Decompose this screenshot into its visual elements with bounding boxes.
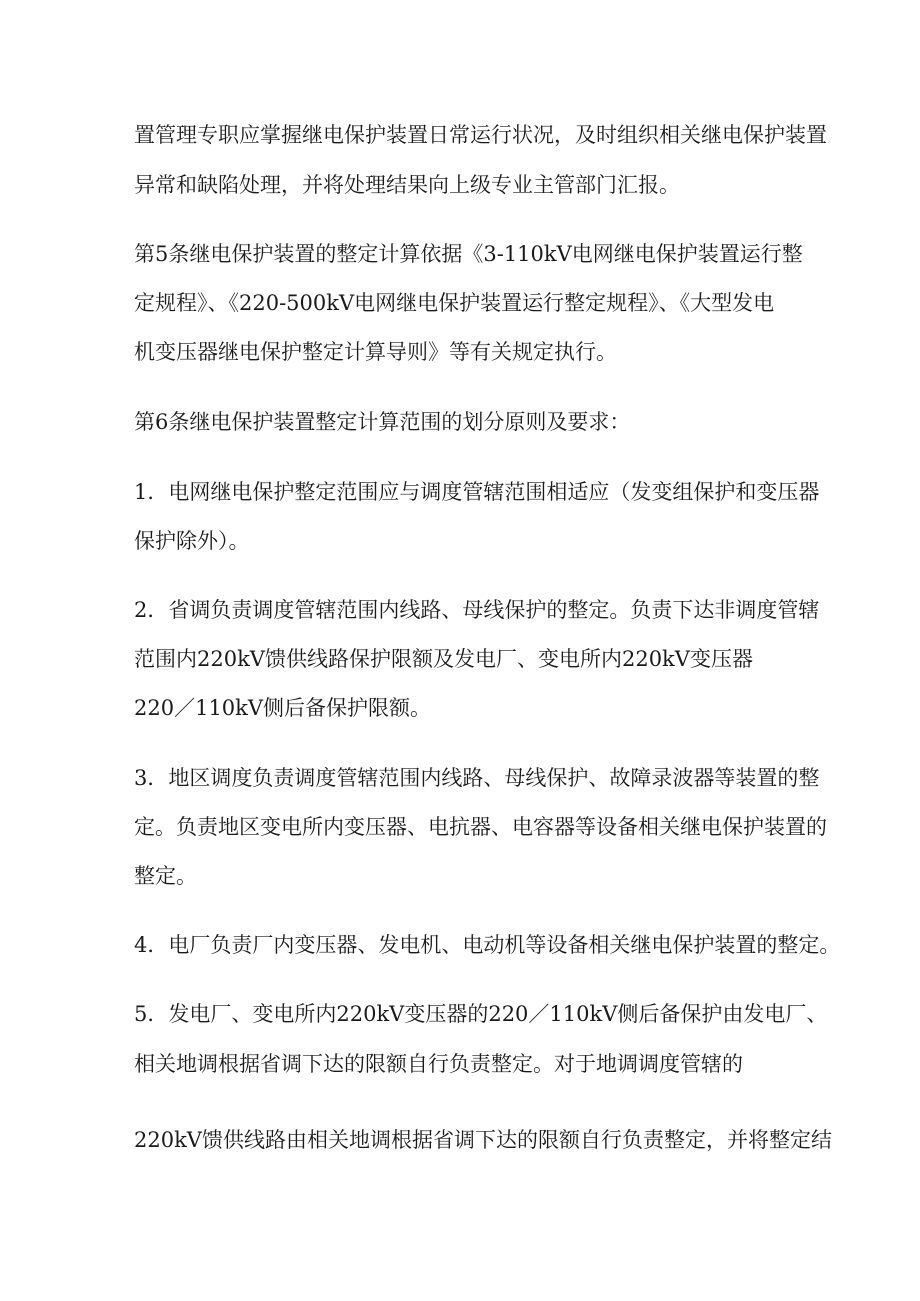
text-line: 220／110kV侧后备保护限额。: [134, 696, 432, 720]
text-line: 第6条继电保护装置整定计算范围的划分原则及要求：: [134, 410, 631, 434]
text-line: 保护除外）。: [134, 529, 250, 553]
text-line: 2．省调负责调度管辖范围内线路、母线保护的整定。负责下达非调度管辖: [134, 598, 820, 622]
text-line: 4．电厂负责厂内变压器、发电机、电动机等设备相关继电保护装置的整定。: [134, 933, 841, 957]
text-line: 3．地区调度负责调度管辖范围内线路、母线保护、故障录波器等装置的整: [134, 766, 820, 790]
text-line: 220kV馈供线路由相关地调根据省调下达的限额自行负责整定，并将整定结: [134, 1128, 832, 1152]
text-line: 置管理专职应掌握继电保护装置日常运行状况，及时组织相关继电保护装置: [134, 123, 827, 147]
text-line: 机变压器继电保护整定计算导则》等有关规定执行。: [134, 340, 617, 364]
text-line: 范围内220kV馈供线路保护限额及发电厂、变电所内220kV变压器: [134, 647, 753, 671]
text-line: 定规程》、《220-500kV电网继电保护装置运行整定规程》、《大型发电: [134, 291, 775, 315]
text-line: 异常和缺陷处理，并将处理结果向上级专业主管部门汇报。: [134, 173, 680, 197]
text-line: 第5条继电保护装置的整定计算依据《3-110kV电网继电保护装置运行整: [134, 242, 803, 266]
text-line: 相关地调根据省调下达的限额自行负责整定。对于地调调度管辖的: [134, 1052, 743, 1076]
text-line: 定。负责地区变电所内变压器、电抗器、电容器等设备相关继电保护装置的: [134, 815, 827, 839]
text-line: 整定。: [134, 864, 197, 888]
text-line: 5．发电厂、变电所内220kV变压器的220／110kV侧后备保护由发电厂、: [134, 1002, 828, 1026]
text-line: 1．电网继电保护整定范围应与调度管辖范围相适应（发变组保护和变压器: [134, 480, 820, 504]
